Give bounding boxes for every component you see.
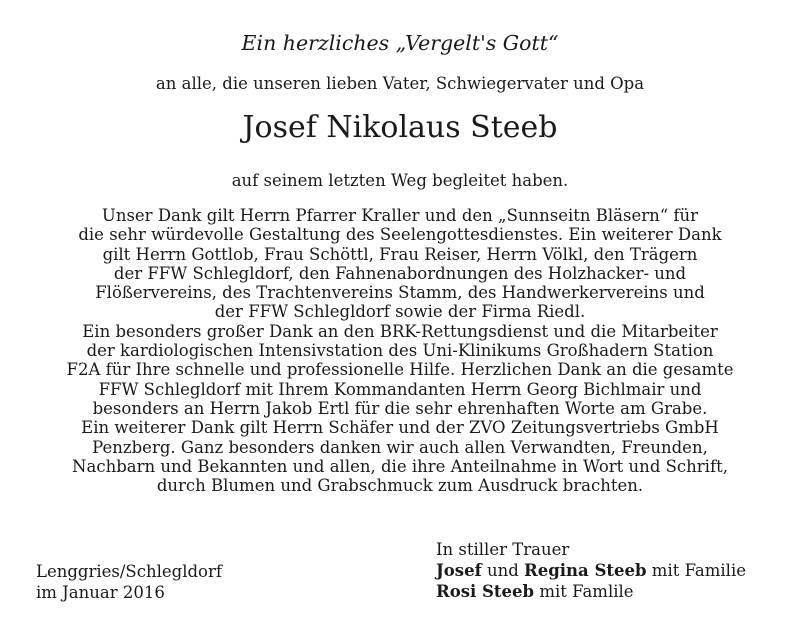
signature-line-1 — [436, 560, 746, 581]
mourning-text: In stiller Trauer — [436, 540, 570, 559]
notice-escort-line: auf seinem letzten Weg begleitet haben. — [231, 171, 569, 190]
signature-line-2 — [436, 581, 746, 602]
body-line: der FFW Schlegldorf, den Fahnenabordnungen des Holzhacker- und — [113, 263, 687, 283]
body-line: besonders an Herrn Jakob Ertl für die sehr ehrenhaften Worte am Grabe. — [92, 398, 708, 418]
notice-heading: Ein herzliches „Vergelt's Gott“ — [241, 31, 559, 55]
body-line: Unser Dank gilt Herrn Pfarrer Kraller und den „Sunnseitn Bläsern“ für — [101, 206, 699, 225]
body-line: der FFW Schlegldorf sowie der Firma Riedl. — [214, 302, 586, 322]
deceased-name: Josef Nikolaus Steeb — [242, 110, 558, 145]
body-line: gilt Herrn Gottlob, Frau Schöttl, Frau Reiser, Herrn Völkl, den Trägern — [102, 244, 698, 264]
body-line: Nachbarn und Bekannten und allen, die ihre Anteilnahme in Wort und Schrift, — [72, 456, 728, 476]
body-line: Ein weiterer Dank gilt Herrn Schäfer und der ZVO Zeitungsvertriebs GmbH — [81, 418, 719, 438]
signer-suffix: mit Famlile — [534, 582, 634, 601]
notice-intro: an alle, die unseren lieben Vater, Schwiegervater und Opa — [155, 74, 645, 93]
signer-connector: und — [481, 561, 525, 580]
body-line: Flößervereins, des Trachtenvereins Stamm, des Handwerkervereins und — [95, 283, 705, 303]
body-line: F2A für Ihre schnelle und professionelle Hilfe. Herzlichen Dank an die gesamte — [66, 360, 734, 380]
signer-name: Rosi Steeb — [436, 582, 535, 601]
signer-name: Regina Steeb — [524, 561, 647, 580]
place-and-date — [36, 561, 222, 603]
date-text: im Januar 2016 — [36, 583, 165, 602]
body-line: Ein besonders großer Dank an den BRK-Rettungsdienst und die Mitarbeiter — [82, 321, 718, 341]
body-line: Penzberg. Ganz besonders danken wir auch allen Verwandten, Freunden, — [92, 437, 708, 457]
body-line: durch Blumen und Grabschmuck zum Ausdruck brachten. — [156, 476, 644, 496]
body-line: FFW Schlegldorf mit Ihrem Kommandanten Herrn Georg Bichlmair und — [98, 379, 702, 399]
body-line: der kardiologischen Intensivstation des Uni-Klinikums Großhadern Station — [86, 341, 714, 361]
signer-suffix: mit Familie — [646, 561, 746, 580]
signature-block — [436, 539, 746, 602]
thanks-body — [20, 206, 780, 495]
body-line: die sehr würdevolle Gestaltung des Seelengottesdienstes. Ein weiterer Dank — [78, 225, 722, 245]
signer-name: Josef — [436, 561, 482, 580]
place-text: Lenggries/Schlegldorf — [36, 562, 222, 581]
